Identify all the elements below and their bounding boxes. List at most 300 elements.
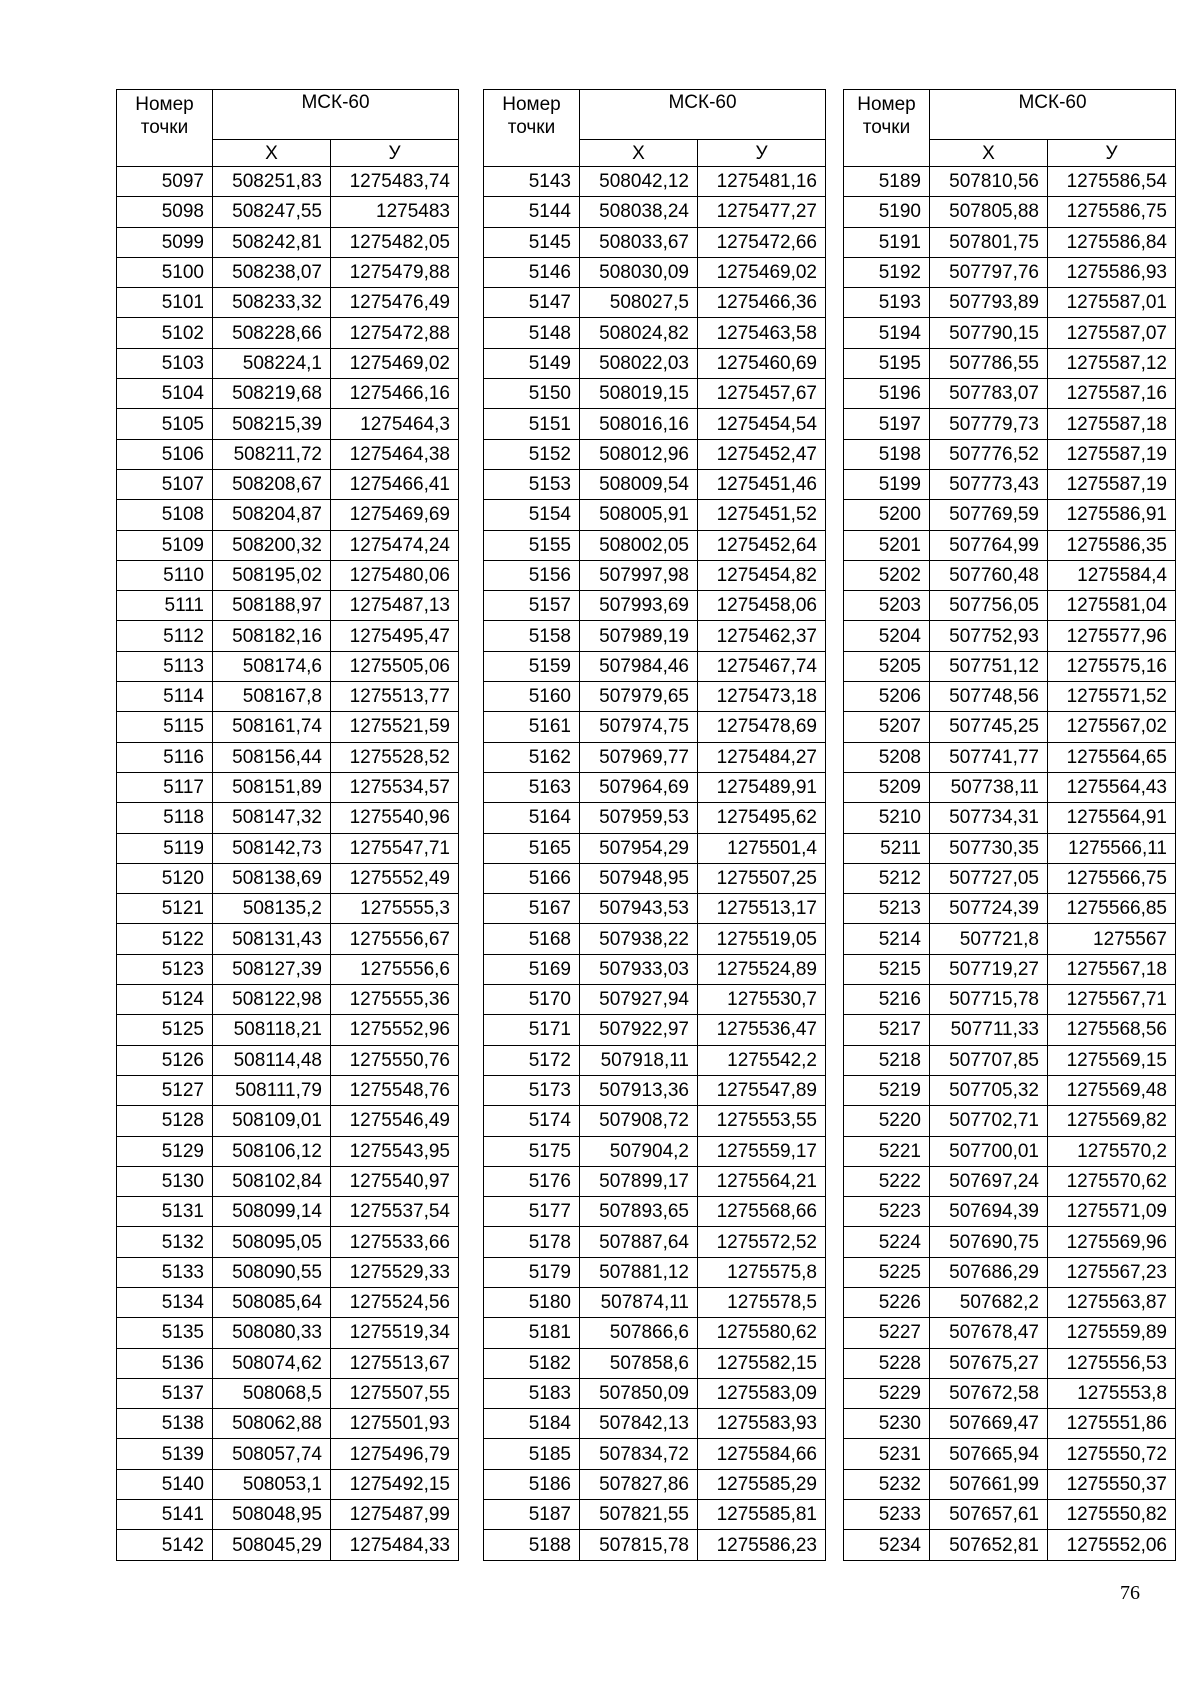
- cell-x: 507881,12: [580, 1257, 698, 1287]
- table-row: [117, 833, 459, 863]
- cell-point-number: 5164: [484, 803, 580, 833]
- cell-y: 1275466,16: [331, 379, 459, 409]
- cell-x: 508024,82: [580, 318, 698, 348]
- cell-x: 507727,05: [930, 863, 1048, 893]
- cell-x: 508182,16: [213, 621, 331, 651]
- cell-y: 1275587,12: [1048, 348, 1176, 378]
- cell-point-number: 5138: [117, 1409, 213, 1439]
- cell-point-number: 5110: [117, 560, 213, 590]
- table-row: [117, 985, 459, 1015]
- cell-point-number: 5125: [117, 1015, 213, 1045]
- cell-x: 508027,5: [580, 288, 698, 318]
- table-row: [484, 894, 826, 924]
- table-row: [484, 954, 826, 984]
- cell-x: 507682,2: [930, 1287, 1048, 1317]
- cell-x: 507686,29: [930, 1257, 1048, 1287]
- cell-y: 1275469,69: [331, 500, 459, 530]
- cell-y: 1275546,49: [331, 1106, 459, 1136]
- cell-y: 1275534,57: [331, 772, 459, 802]
- cell-point-number: 5099: [117, 227, 213, 257]
- table-row: [117, 1500, 459, 1530]
- cell-x: 507734,31: [930, 803, 1048, 833]
- table-row: [117, 560, 459, 590]
- cell-x: 507751,12: [930, 651, 1048, 681]
- table-row: [117, 409, 459, 439]
- cell-y: 1275575,16: [1048, 651, 1176, 681]
- cell-x: 507700,01: [930, 1136, 1048, 1166]
- cell-point-number: 5108: [117, 500, 213, 530]
- table-row: [484, 1500, 826, 1530]
- table-row: [484, 1257, 826, 1287]
- cell-x: 507913,36: [580, 1075, 698, 1105]
- cell-point-number: 5134: [117, 1287, 213, 1317]
- cell-y: 1275467,74: [698, 651, 826, 681]
- table-row: [117, 227, 459, 257]
- header-y: У: [331, 140, 459, 167]
- table-row: [844, 1500, 1176, 1530]
- table-row: [484, 1045, 826, 1075]
- cell-x: 507943,53: [580, 894, 698, 924]
- cell-point-number: 5119: [117, 833, 213, 863]
- cell-point-number: 5172: [484, 1045, 580, 1075]
- cell-point-number: 5208: [844, 742, 930, 772]
- table-row: [844, 1257, 1176, 1287]
- cell-point-number: 5225: [844, 1257, 930, 1287]
- table-row: [484, 1106, 826, 1136]
- cell-y: 1275587,19: [1048, 439, 1176, 469]
- cell-point-number: 5159: [484, 651, 580, 681]
- cell-point-number: 5132: [117, 1227, 213, 1257]
- table-row: [117, 1287, 459, 1317]
- cell-x: 507964,69: [580, 772, 698, 802]
- cell-point-number: 5224: [844, 1227, 930, 1257]
- cell-y: 1275484,33: [331, 1530, 459, 1560]
- cell-y: 1275472,66: [698, 227, 826, 257]
- cell-x: 508080,33: [213, 1318, 331, 1348]
- cell-x: 508057,74: [213, 1439, 331, 1469]
- cell-point-number: 5234: [844, 1530, 930, 1560]
- cell-x: 507922,97: [580, 1015, 698, 1045]
- cell-point-number: 5173: [484, 1075, 580, 1105]
- cell-point-number: 5149: [484, 348, 580, 378]
- cell-point-number: 5113: [117, 651, 213, 681]
- cell-x: 507801,75: [930, 227, 1048, 257]
- cell-point-number: 5135: [117, 1318, 213, 1348]
- cell-point-number: 5148: [484, 318, 580, 348]
- cell-y: 1275463,58: [698, 318, 826, 348]
- cell-point-number: 5142: [117, 1530, 213, 1560]
- cell-y: 1275577,96: [1048, 621, 1176, 651]
- cell-point-number: 5214: [844, 924, 930, 954]
- table-row: [484, 1166, 826, 1196]
- cell-point-number: 5198: [844, 439, 930, 469]
- cell-x: 508167,8: [213, 682, 331, 712]
- cell-point-number: 5211: [844, 833, 930, 863]
- cell-point-number: 5197: [844, 409, 930, 439]
- cell-y: 1275507,55: [331, 1378, 459, 1408]
- cell-x: 508030,09: [580, 257, 698, 287]
- cell-x: 507908,72: [580, 1106, 698, 1136]
- table-row: [484, 560, 826, 590]
- cell-x: 508045,29: [213, 1530, 331, 1560]
- cell-point-number: 5183: [484, 1378, 580, 1408]
- cell-x: 507918,11: [580, 1045, 698, 1075]
- cell-y: 1275457,67: [698, 379, 826, 409]
- cell-y: 1275566,11: [1048, 833, 1176, 863]
- cell-x: 507827,86: [580, 1469, 698, 1499]
- table-row: [484, 197, 826, 227]
- table-row: [844, 651, 1176, 681]
- cell-y: 1275469,02: [331, 348, 459, 378]
- cell-point-number: 5104: [117, 379, 213, 409]
- table-row: [117, 1257, 459, 1287]
- cell-point-number: 5192: [844, 257, 930, 287]
- cell-x: 508085,64: [213, 1287, 331, 1317]
- cell-point-number: 5233: [844, 1500, 930, 1530]
- cell-y: 1275550,72: [1048, 1439, 1176, 1469]
- cell-x: 507786,55: [930, 348, 1048, 378]
- cell-y: 1275540,96: [331, 803, 459, 833]
- cell-y: 1275464,3: [331, 409, 459, 439]
- cell-x: 508022,03: [580, 348, 698, 378]
- cell-point-number: 5209: [844, 772, 930, 802]
- cell-x: 507702,71: [930, 1106, 1048, 1136]
- cell-point-number: 5194: [844, 318, 930, 348]
- cell-x: 507997,98: [580, 560, 698, 590]
- table-row: [484, 742, 826, 772]
- table-row: [117, 500, 459, 530]
- cell-point-number: 5136: [117, 1348, 213, 1378]
- table-row: [484, 1378, 826, 1408]
- cell-y: 1275584,4: [1048, 560, 1176, 590]
- table-row: [117, 954, 459, 984]
- cell-x: 508228,66: [213, 318, 331, 348]
- cell-x: 507669,47: [930, 1409, 1048, 1439]
- cell-point-number: 5157: [484, 591, 580, 621]
- table-row: [484, 318, 826, 348]
- cell-x: 508062,88: [213, 1409, 331, 1439]
- cell-x: 507993,69: [580, 591, 698, 621]
- cell-x: 507748,56: [930, 682, 1048, 712]
- table-row: [844, 924, 1176, 954]
- cell-x: 508200,32: [213, 530, 331, 560]
- cell-x: 507724,39: [930, 894, 1048, 924]
- coordinate-table-3: [843, 89, 1176, 1561]
- cell-x: 508106,12: [213, 1136, 331, 1166]
- cell-x: 507745,25: [930, 712, 1048, 742]
- cell-x: 508090,55: [213, 1257, 331, 1287]
- cell-x: 507756,05: [930, 591, 1048, 621]
- cell-point-number: 5185: [484, 1439, 580, 1469]
- table-row: [117, 772, 459, 802]
- cell-point-number: 5176: [484, 1166, 580, 1196]
- cell-point-number: 5220: [844, 1106, 930, 1136]
- table-row: [117, 439, 459, 469]
- cell-point-number: 5174: [484, 1106, 580, 1136]
- table-row: [844, 500, 1176, 530]
- header-coordinate-system: МСК-60: [930, 90, 1176, 140]
- cell-point-number: 5191: [844, 227, 930, 257]
- table-row: [117, 318, 459, 348]
- cell-y: 1275567,71: [1048, 985, 1176, 1015]
- cell-x: 508204,87: [213, 500, 331, 530]
- cell-y: 1275583,93: [698, 1409, 826, 1439]
- cell-x: 508142,73: [213, 833, 331, 863]
- cell-y: 1275550,76: [331, 1045, 459, 1075]
- cell-y: 1275556,67: [331, 924, 459, 954]
- cell-y: 1275580,62: [698, 1318, 826, 1348]
- table-row: [484, 409, 826, 439]
- cell-point-number: 5124: [117, 985, 213, 1015]
- cell-point-number: 5152: [484, 439, 580, 469]
- table-row: [484, 651, 826, 681]
- cell-y: 1275587,01: [1048, 288, 1176, 318]
- cell-y: 1275547,89: [698, 1075, 826, 1105]
- table-row: [117, 1378, 459, 1408]
- table-row: [117, 742, 459, 772]
- cell-x: 508019,15: [580, 379, 698, 409]
- cell-point-number: 5140: [117, 1469, 213, 1499]
- cell-y: 1275587,16: [1048, 379, 1176, 409]
- cell-point-number: 5129: [117, 1136, 213, 1166]
- cell-x: 507904,2: [580, 1136, 698, 1166]
- table-row: [117, 167, 459, 197]
- cell-x: 507776,52: [930, 439, 1048, 469]
- cell-point-number: 5117: [117, 772, 213, 802]
- cell-point-number: 5147: [484, 288, 580, 318]
- cell-point-number: 5188: [484, 1530, 580, 1560]
- cell-x: 508211,72: [213, 439, 331, 469]
- table-row: [844, 1106, 1176, 1136]
- cell-x: 508131,43: [213, 924, 331, 954]
- cell-point-number: 5111: [117, 591, 213, 621]
- cell-x: 507893,65: [580, 1197, 698, 1227]
- table-row: [117, 530, 459, 560]
- table-row: [484, 1348, 826, 1378]
- cell-x: 507773,43: [930, 469, 1048, 499]
- table-row: [844, 712, 1176, 742]
- cell-y: 1275513,67: [331, 1348, 459, 1378]
- cell-y: 1275460,69: [698, 348, 826, 378]
- table-row: [484, 803, 826, 833]
- cell-y: 1275480,06: [331, 560, 459, 590]
- table-row: [844, 288, 1176, 318]
- cell-point-number: 5105: [117, 409, 213, 439]
- cell-point-number: 5184: [484, 1409, 580, 1439]
- table-row: [117, 682, 459, 712]
- cell-x: 508074,62: [213, 1348, 331, 1378]
- table-row: [484, 469, 826, 499]
- cell-x: 507842,13: [580, 1409, 698, 1439]
- cell-point-number: 5203: [844, 591, 930, 621]
- cell-point-number: 5222: [844, 1166, 930, 1196]
- cell-x: 508111,79: [213, 1075, 331, 1105]
- cell-x: 507760,48: [930, 560, 1048, 590]
- cell-point-number: 5153: [484, 469, 580, 499]
- table-row: [117, 379, 459, 409]
- cell-y: 1275564,65: [1048, 742, 1176, 772]
- cell-point-number: 5107: [117, 469, 213, 499]
- table-row: [484, 1197, 826, 1227]
- table-row: [484, 1227, 826, 1257]
- cell-x: 508042,12: [580, 167, 698, 197]
- cell-y: 1275552,49: [331, 863, 459, 893]
- coordinate-table-2: [483, 89, 826, 1561]
- table-row: [484, 530, 826, 560]
- cell-point-number: 5118: [117, 803, 213, 833]
- table-row: [844, 530, 1176, 560]
- header-x: Х: [580, 140, 698, 167]
- cell-point-number: 5109: [117, 530, 213, 560]
- cell-x: 507741,77: [930, 742, 1048, 772]
- cell-y: 1275462,37: [698, 621, 826, 651]
- cell-x: 508161,74: [213, 712, 331, 742]
- coordinate-table-1: [116, 89, 459, 1561]
- header-y: У: [1048, 140, 1176, 167]
- cell-y: 1275567,18: [1048, 954, 1176, 984]
- cell-x: 508215,39: [213, 409, 331, 439]
- cell-x: 507793,89: [930, 288, 1048, 318]
- table-row: [844, 833, 1176, 863]
- table-row: [484, 1318, 826, 1348]
- cell-point-number: 5112: [117, 621, 213, 651]
- cell-point-number: 5151: [484, 409, 580, 439]
- table-row: [844, 1409, 1176, 1439]
- cell-y: 1275513,77: [331, 682, 459, 712]
- cell-y: 1275464,38: [331, 439, 459, 469]
- cell-point-number: 5168: [484, 924, 580, 954]
- cell-x: 507711,33: [930, 1015, 1048, 1045]
- table-row: [117, 1136, 459, 1166]
- cell-x: 508114,48: [213, 1045, 331, 1075]
- cell-point-number: 5139: [117, 1439, 213, 1469]
- cell-x: 508219,68: [213, 379, 331, 409]
- cell-y: 1275521,59: [331, 712, 459, 742]
- cell-y: 1275583,09: [698, 1378, 826, 1408]
- table-row: [844, 227, 1176, 257]
- header-point-number: Номер точки: [117, 90, 213, 167]
- cell-x: 507657,61: [930, 1500, 1048, 1530]
- cell-x: 507974,75: [580, 712, 698, 742]
- cell-y: 1275483,74: [331, 167, 459, 197]
- table-row: [484, 500, 826, 530]
- cell-point-number: 5120: [117, 863, 213, 893]
- cell-point-number: 5128: [117, 1106, 213, 1136]
- cell-y: 1275469,02: [698, 257, 826, 287]
- cell-y: 1275524,56: [331, 1287, 459, 1317]
- table-row: [117, 651, 459, 681]
- cell-y: 1275555,36: [331, 985, 459, 1015]
- cell-y: 1275474,24: [331, 530, 459, 560]
- table-row: [117, 257, 459, 287]
- table-row: [844, 1075, 1176, 1105]
- cell-x: 508247,55: [213, 197, 331, 227]
- cell-y: 1275454,54: [698, 409, 826, 439]
- cell-point-number: 5221: [844, 1136, 930, 1166]
- cell-y: 1275484,27: [698, 742, 826, 772]
- cell-point-number: 5175: [484, 1136, 580, 1166]
- header-point-number: Номер точки: [484, 90, 580, 167]
- cell-x: 507938,22: [580, 924, 698, 954]
- cell-point-number: 5182: [484, 1348, 580, 1378]
- cell-x: 508195,02: [213, 560, 331, 590]
- cell-point-number: 5228: [844, 1348, 930, 1378]
- cell-x: 508109,01: [213, 1106, 331, 1136]
- table-row: [484, 1287, 826, 1317]
- cell-point-number: 5200: [844, 500, 930, 530]
- cell-y: 1275479,88: [331, 257, 459, 287]
- cell-y: 1275501,93: [331, 1409, 459, 1439]
- table-row: [844, 318, 1176, 348]
- cell-point-number: 5205: [844, 651, 930, 681]
- table-row: [484, 924, 826, 954]
- cell-y: 1275567,23: [1048, 1257, 1176, 1287]
- cell-x: 507866,6: [580, 1318, 698, 1348]
- cell-y: 1275542,2: [698, 1045, 826, 1075]
- cell-x: 508127,39: [213, 954, 331, 984]
- table-row: [484, 1015, 826, 1045]
- cell-x: 508053,1: [213, 1469, 331, 1499]
- cell-y: 1275513,17: [698, 894, 826, 924]
- cell-point-number: 5127: [117, 1075, 213, 1105]
- cell-y: 1275555,3: [331, 894, 459, 924]
- cell-y: 1275586,35: [1048, 530, 1176, 560]
- cell-y: 1275586,23: [698, 1530, 826, 1560]
- cell-y: 1275487,13: [331, 591, 459, 621]
- table-row: [484, 621, 826, 651]
- cell-x: 507899,17: [580, 1166, 698, 1196]
- cell-x: 507730,35: [930, 833, 1048, 863]
- cell-x: 508012,96: [580, 439, 698, 469]
- cell-y: 1275556,6: [331, 954, 459, 984]
- cell-y: 1275570,62: [1048, 1166, 1176, 1196]
- header-coordinate-system: МСК-60: [213, 90, 459, 140]
- cell-x: 508118,21: [213, 1015, 331, 1045]
- cell-point-number: 5154: [484, 500, 580, 530]
- table-row: [117, 591, 459, 621]
- cell-x: 507821,55: [580, 1500, 698, 1530]
- cell-y: 1275537,54: [331, 1197, 459, 1227]
- cell-y: 1275451,52: [698, 500, 826, 530]
- cell-x: 507834,72: [580, 1439, 698, 1469]
- cell-point-number: 5187: [484, 1500, 580, 1530]
- cell-point-number: 5199: [844, 469, 930, 499]
- cell-x: 507810,56: [930, 167, 1048, 197]
- cell-y: 1275564,21: [698, 1166, 826, 1196]
- cell-point-number: 5223: [844, 1197, 930, 1227]
- table-row: [484, 772, 826, 802]
- table-row: [117, 1075, 459, 1105]
- cell-point-number: 5144: [484, 197, 580, 227]
- table-row: [844, 1136, 1176, 1166]
- cell-y: 1275559,17: [698, 1136, 826, 1166]
- cell-x: 507783,07: [930, 379, 1048, 409]
- table-row: [484, 833, 826, 863]
- cell-x: 507887,64: [580, 1227, 698, 1257]
- cell-y: 1275564,43: [1048, 772, 1176, 802]
- cell-y: 1275473,18: [698, 682, 826, 712]
- cell-x: 507979,65: [580, 682, 698, 712]
- table-row: [844, 409, 1176, 439]
- table-row: [844, 1166, 1176, 1196]
- cell-y: 1275530,7: [698, 985, 826, 1015]
- table-row: [484, 1469, 826, 1499]
- cell-x: 507779,73: [930, 409, 1048, 439]
- cell-x: 507969,77: [580, 742, 698, 772]
- cell-point-number: 5230: [844, 1409, 930, 1439]
- cell-point-number: 5131: [117, 1197, 213, 1227]
- cell-x: 508002,05: [580, 530, 698, 560]
